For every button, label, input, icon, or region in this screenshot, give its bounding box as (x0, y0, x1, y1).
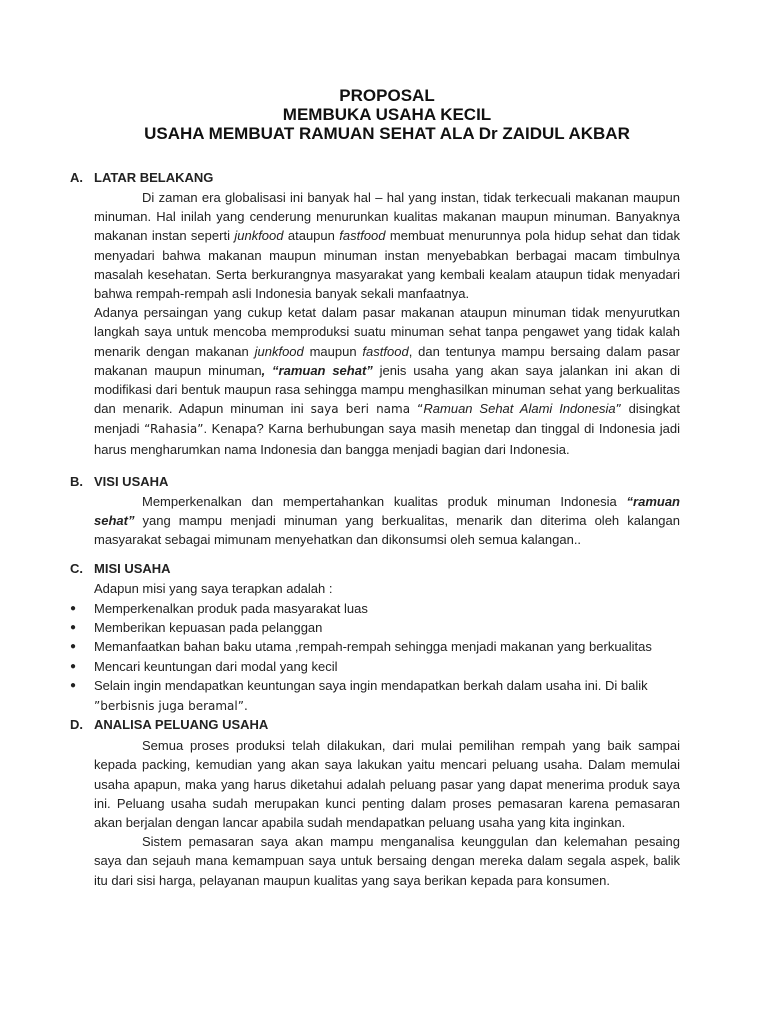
bold-italic-run: “ramuan sehat” (94, 493, 680, 529)
list-item-text: Memperkenalkan produk pada masyarakat luas (94, 600, 368, 616)
alt-font-run: “Rahasia” (144, 422, 204, 437)
alt-font-run: ”berbisnis juga beramal”. (94, 698, 248, 713)
text-run: jenis usaha yang akan saya jalankan ini akan di modifikasi dari bentuk maupun rasa sehingga mampu menghasilkan minuman sehat yang berkualitas dan menarik. Adapun minuman ini (94, 362, 680, 417)
misi-list (70, 599, 680, 716)
section-title-d: ANALISA PELUANG USAHA (94, 717, 269, 733)
section-heading-d (70, 716, 680, 734)
list-item-text: Mencari keuntungan dari modal yang kecil (94, 658, 338, 674)
paragraph-a1 (94, 188, 680, 303)
list-item-text: Selain ingin mendapatkan keuntungan saya ingin mendapatkan berkah dalam usaha ini. Di balik (94, 678, 648, 694)
text-run: ataupun (283, 228, 340, 244)
text-run: Di zaman era globalisasi ini banyak hal – hal yang instan, tidak terkecuali makanan maupun minuman. Hal inilah yang cenderung menurunkan kualitas makanan maupun minuman. Banyaknya makanan instan seperti (94, 190, 680, 244)
title-line-2: MEMBUKA USAHA KECIL (282, 105, 492, 124)
bold-italic-run: , “ramuan sehat” (261, 362, 373, 378)
text-run: Adanya persaingan yang cukup ketat dalam pasar makanan ataupun minuman tidak menyurutkan langkah saya untuk mencoba memproduksi suatu minuman sehat tanpa pengawet yang tidak kalah menarik dengan makanan (94, 305, 680, 359)
section-letter-a: A. (70, 170, 83, 185)
bullet-icon: ● (70, 660, 77, 672)
text-run: , dan tentunya mampu bersaing dalam pasar makanan maupun minuman (94, 343, 681, 378)
text-run: disingkat menjadi (94, 401, 680, 437)
section-title-c: MISI USAHA (94, 561, 171, 577)
italic-run: fastfood (339, 228, 386, 244)
section-latar-belakang (70, 169, 681, 459)
list-item (70, 657, 680, 676)
list-item (70, 618, 680, 637)
bullet-icon: ● (70, 680, 77, 692)
italic-run: Ramuan Sehat Alami Indonesia (423, 401, 616, 417)
bullet-icon: ● (70, 622, 77, 634)
section-visi-usaha (70, 473, 680, 550)
section-letter-d: D. (70, 717, 83, 733)
paragraph-d1: Semua proses produksi telah dilakukan, dari mulai pemilihan rempah yang baik sampai kepada packing, kemudian yang akan saya lakukan yaitu mencari peluang usaha. Dalam memulai usaha apapun, maka yang harus diketahui adalah peluang pasar yang dapat menerima produk saya ini. Peluang usaha sudah merupakan kunci penting dalam proses pemasaran karena pemasaran akan berjalan dengan lancar apabila sudah mendapatkan peluang usaha yang kita inginkan. (94, 738, 680, 830)
list-item (70, 599, 680, 618)
list-item (70, 637, 680, 656)
section-misi-usaha (70, 560, 680, 716)
section-title-b: VISI USAHA (94, 473, 169, 489)
section-heading-b (70, 473, 680, 491)
section-heading-a (70, 169, 680, 187)
section-heading-c (70, 560, 680, 578)
alt-font-run: saya beri nama “ (310, 402, 424, 417)
list-item-text: Memanfaatkan bahan baku utama ,rempah-rempah sehingga menjadi makanan yang berkualitas (94, 639, 652, 655)
section-title-a: LATAR BELAKANG (94, 170, 214, 185)
title-line-3: USAHA MEMBUAT RAMUAN SEHAT ALA Dr ZAIDUL AKBAR (144, 124, 630, 143)
text-run: membuat menurunnya pola hidup sehat dan tidak menyadari bahwa makanan maupun minuman instan menyebabkan berbagai macam timbulnya masalah kesehatan. Serta berkurangnya masyarakat yang kembali kealam ataupun tidak menyadari bahwa rempah-rempah asli Indonesia banyak sekali manfaatnya. (94, 228, 680, 302)
text-run: Memperkenalkan dan mempertahankan kualitas produk minuman Indonesia (142, 493, 627, 509)
list-item (70, 676, 680, 716)
italic-run: junkfood (254, 343, 304, 359)
paragraph-d2: Sistem pemasaran saya akan mampu menganalisa keunggulan dan kelemahan pesaing saya dan sejauh mana kemampuan saya untuk bersaing dengan mereka dalam segala aspek, balik itu dari sisi harga, pelayanan maupun kualitas yang saya berikan kepada para konsumen. (94, 834, 680, 888)
bullet-icon: ● (70, 602, 77, 614)
list-item-text: Memberikan kepuasan pada pelanggan (94, 620, 323, 636)
italic-run: fastfood (362, 343, 409, 359)
document-title (94, 86, 680, 143)
paragraph-b1 (94, 492, 680, 550)
italic-run: junkfood (234, 228, 284, 244)
title-line-1: PROPOSAL (339, 86, 435, 105)
section-analisa-peluang-usaha (70, 716, 680, 890)
section-letter-c: C. (70, 561, 83, 577)
misi-intro: Adapun misi yang saya terapkan adalah : (94, 581, 333, 597)
bullet-icon: ● (70, 641, 77, 653)
text-run: maupun (303, 343, 363, 359)
paragraph-a2 (94, 303, 680, 459)
text-run: yang mampu menjadi minuman yang berkualitas, menarik dan diterima oleh kalangan masyarakat sebagai mimunam menyehatkan dan dikonsumsi oleh semua kalangan.. (94, 513, 680, 548)
alt-font-run: ” (615, 402, 622, 417)
text-run: . Kenapa? Karna berhubungan saya masih menetap dan tinggal di Indonesia jadi harus mengharumkan nama Indonesia dan bangga menjadi bagian dari Indonesia. (94, 421, 681, 457)
section-letter-b: B. (70, 473, 83, 489)
